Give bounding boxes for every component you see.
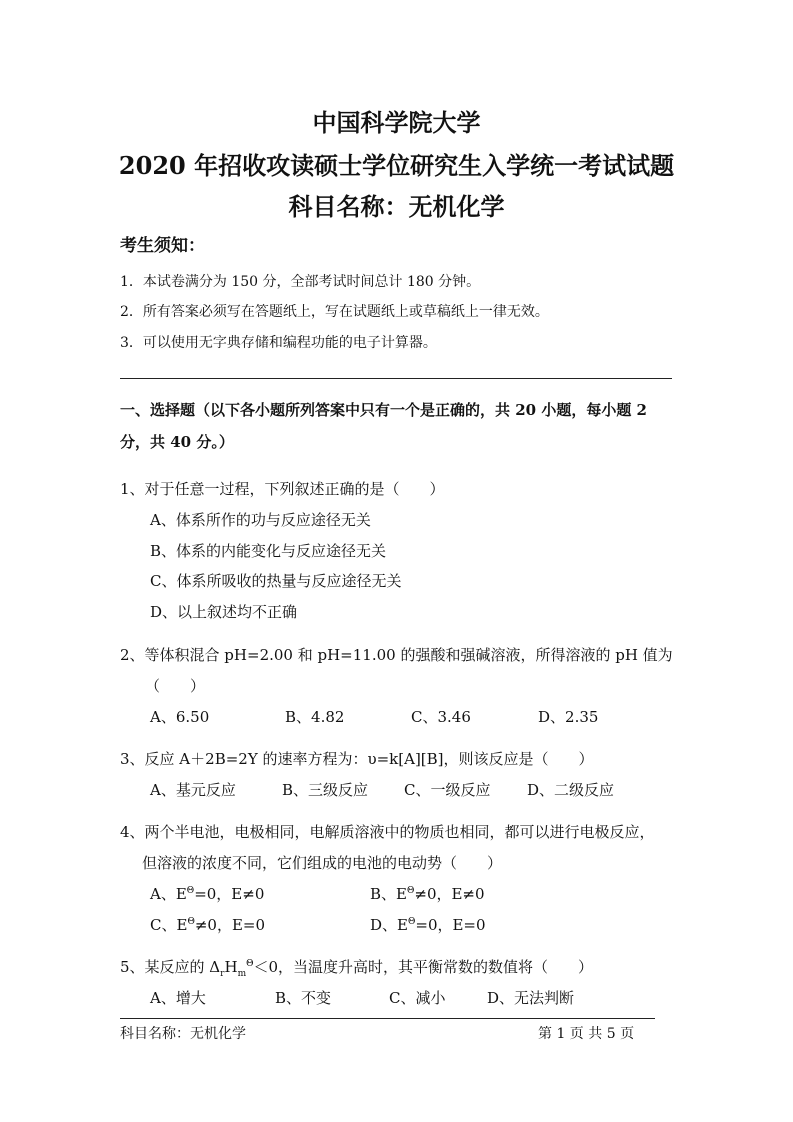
question-2-stem: 2、等体积混合 pH=2.00 和 pH=11.00 的强酸和强碱溶液，所得溶液的 pH 值为 — [120, 646, 673, 664]
question-1-stem: 1、对于任意一过程，下列叙述正确的是（ ） — [120, 480, 445, 498]
footer-subject: 科目名称：无机化学 — [120, 1026, 246, 1042]
question-2-option-c: C、3.46 — [411, 708, 471, 726]
question-1-option-c: C、体系所吸收的热量与反应途径无关 — [150, 572, 402, 590]
question-1-option-a: A、体系所作的功与反应途径无关 — [150, 511, 371, 529]
university-title: 中国科学院大学 — [312, 108, 481, 137]
question-2-option-a: A、6.50 — [150, 708, 210, 726]
question-2-option-b: B、4.82 — [285, 708, 345, 726]
section-heading-cont: 分，共 40 分。） — [120, 433, 234, 451]
question-4-option-b: B、$E^\Theta\ne 0$，E≠0 — [370, 885, 485, 903]
notice-item: 1．本试卷满分为 150 分，全部考试时间总计 180 分钟。 — [120, 274, 481, 290]
question-2-stem-cont: （ ） — [145, 677, 206, 695]
question-4-stem-cont: 但溶液的浓度不同，它们组成的电池的电动势（ ） — [142, 854, 503, 872]
section-divider — [120, 378, 672, 379]
question-2-option-d: D、2.35 — [538, 708, 599, 726]
question-1-option-d: D、以上叙述均不正确 — [150, 603, 298, 621]
question-3-option-b: B、三级反应 — [282, 781, 369, 799]
question-5-option-b: B、不变 — [275, 989, 332, 1007]
section-heading: 一、选择题（以下各小题所列答案中只有一个是正确的，共 20 小题，每小题 2 — [120, 401, 647, 419]
footer-page-number: 第 1 页 共 5 页 — [538, 1026, 635, 1042]
subject-title: 科目名称：无机化学 — [288, 192, 505, 221]
question-4-option-c: C、$E^\Theta\ne 0$，E=0 — [150, 916, 266, 934]
notice-heading: 考生须知： — [120, 236, 205, 256]
footer-divider — [120, 1018, 655, 1019]
question-5-stem: 5、某反应的 $\Delta_rH_m^\Theta<0$，当温度升高时，其平衡常数的数值将（ ） — [120, 958, 594, 979]
exam-title: 2020 年招收攻读硕士学位研究生入学统一考试试题 — [118, 151, 675, 180]
notice-item: 3．可以使用无字典存储和编程功能的电子计算器。 — [120, 335, 437, 351]
question-3-option-d: D、二级反应 — [527, 781, 615, 799]
question-3-option-a: A、基元反应 — [150, 781, 236, 799]
question-4-option-d: D、$E^\Theta=0$，E=0 — [370, 916, 486, 934]
question-3-option-c: C、一级反应 — [404, 781, 491, 799]
question-5-option-a: A、增大 — [150, 989, 206, 1007]
question-1-option-b: B、体系的内能变化与反应途径无关 — [150, 542, 387, 560]
question-3-stem: 3、反应 A＋2B=2Y 的速率方程为：υ=k[A][B]，则该反应是（ ） — [120, 750, 594, 768]
question-5-option-c: C、减小 — [389, 989, 446, 1007]
question-5-option-d: D、无法判断 — [487, 989, 575, 1007]
question-4-stem: 4、两个半电池，电极相同，电解质溶液中的物质也相同，都可以进行电极反应， — [120, 823, 655, 841]
question-4-option-a: A、$E^\Theta=0$，E≠0 — [150, 885, 265, 903]
notice-item: 2．所有答案必须写在答题纸上，写在试题纸上或草稿纸上一律无效。 — [120, 304, 549, 320]
